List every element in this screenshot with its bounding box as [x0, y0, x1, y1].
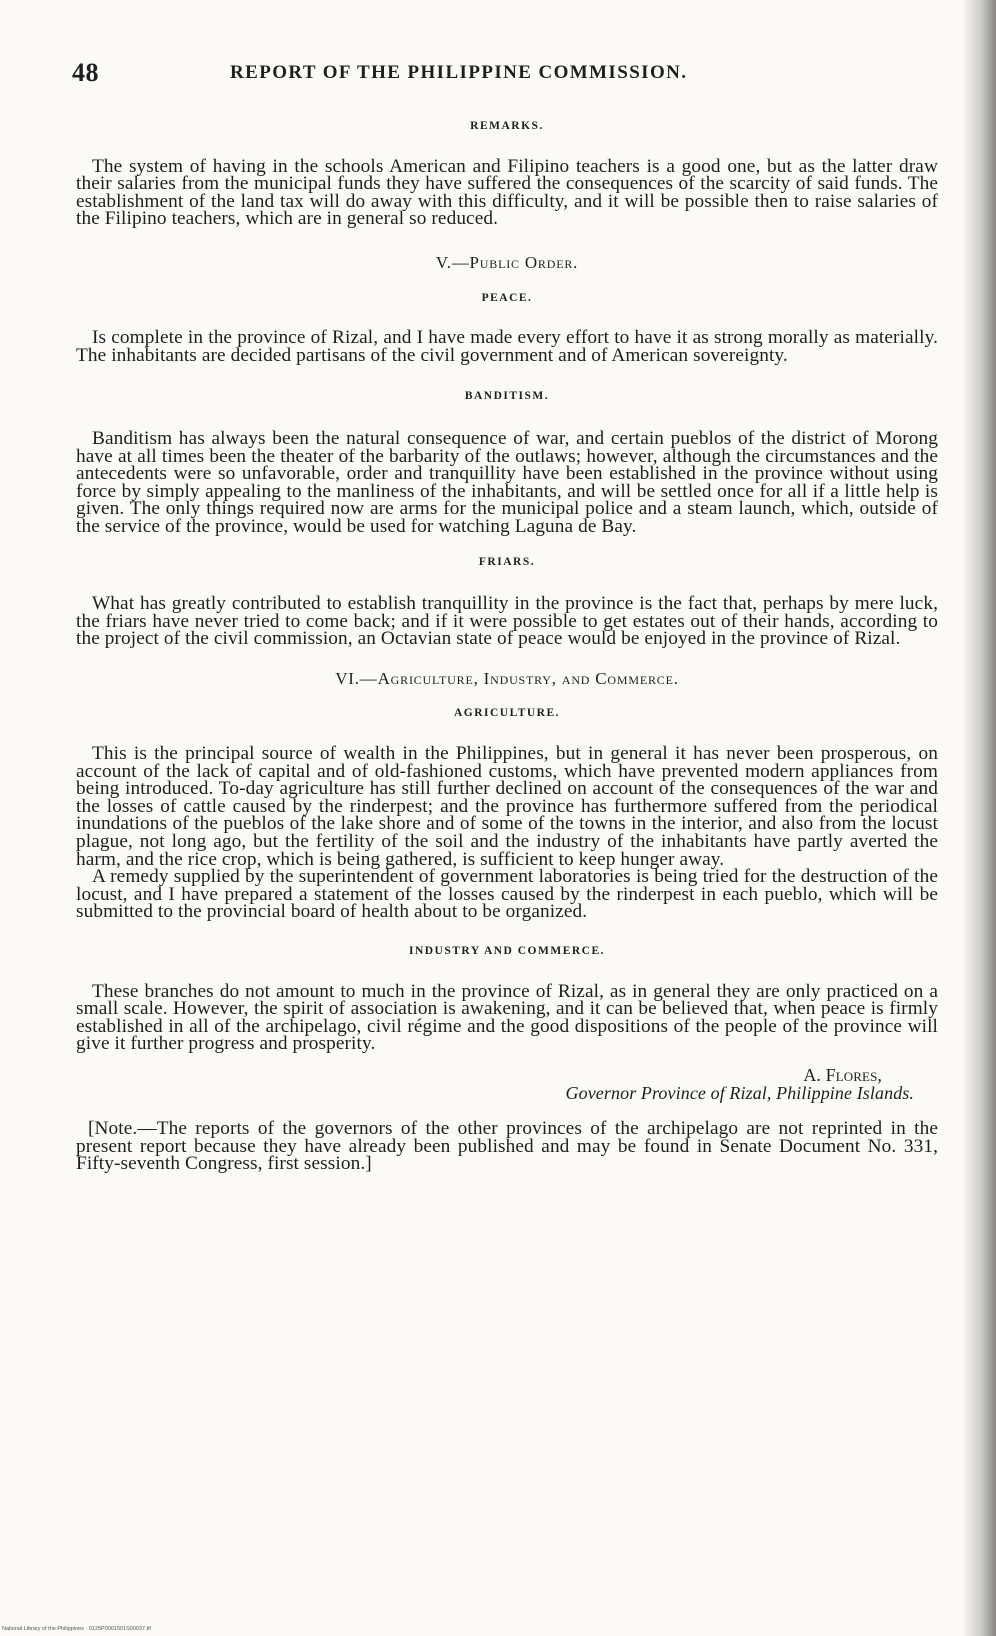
banditism-paragraph: Banditism has always been the natural consequence of war, and certain pueblos of the district of Morong have at all times been the theater of the barbarity of the outlaws; however, although the circumstances and the antecedents were so unfavorable, order and tranquillity have been established in the province without using force by simply appealing to the manliness of the inhabitants, and will be settled once for all if a little help is given. The only things required now are arms for the municipal police and a steam launch, which, outside of the service of the province, would be used for watching Laguna de Bay.: [76, 427, 938, 537]
remarks-paragraph: The system of having in the schools American and Filipino teachers is a good one, but as the latter draw their salaries from the municipal funds they have suffered the consequences of the scarcity of said funds. The establishment of the land tax will do away with this difficulty, and it will be possible then to raise salaries of the Filipino teachers, which are in general so reduced.: [76, 155, 938, 230]
running-head: REPORT OF THE PHILIPPINE COMMISSION.: [230, 62, 688, 83]
signature-name: A. Flores,: [803, 1064, 882, 1085]
friars-paragraph: What has greatly contributed to establish tranquillity in the province is the fact that, perhaps by mere luck, the friars have never tried to come back; and if it were possible to get estates out of their hands, according to the project of the civil commission, an Octavian state of peace would be enjoyed in the province of Rizal.: [76, 593, 938, 650]
page-body: [76, 118, 938, 1173]
page-number: 48: [72, 58, 99, 87]
agriculture-paragraph-2: A remedy supplied by the superintendent of government laboratories is being tried for the destruction of the locust, and I have prepared a statement of the losses caused by the rinderpest in each pueblo, which will be submitted to the provincial board of health about to be organized.: [76, 866, 938, 923]
scan-footer: National Library of the Philippines · 0125P0001501S00037.tif: [2, 1626, 151, 1632]
signature-title: Governor Province of Rizal, Philippine Islands.: [565, 1082, 914, 1103]
peace-heading: PEACE.: [481, 291, 533, 304]
remarks-heading: REMARKS.: [470, 120, 544, 132]
agriculture-heading: AGRICULTURE.: [453, 707, 561, 720]
peace-paragraph: Is complete in the province of Rizal, and I have made every effort to have it as strong morally as materially. The inhabitants are decided partisans of the civil government and of American sovereignty.: [76, 327, 938, 366]
page-edge-shadow: [962, 0, 996, 1636]
agriculture-paragraph-1: This is the principal source of wealth in the Philippines, but in general it has never been prosperous, on account of the lack of capital and of old-fashioned customs, which have prevented modern appliances from being introduced. To-day agriculture has still further declined on account of the consequences of the war and the losses of cattle caused by the rinderpest; and the province has furthermore suffered from the periodical inundations of the pueblos of the lake shore and of some of the towns in the interior, and also from the locust plague, not long ago, but the fertility of the soil and the industry of the inhabitants have partly averted the harm, and the rice crop, which is being gathered, is sufficient to keep hunger away.: [76, 743, 938, 870]
industry-commerce-heading: INDUSTRY AND COMMERCE.: [408, 945, 606, 957]
industry-commerce-paragraph: These branches do not amount to much in the province of Rizal, as in general they are only practiced on a small scale. However, the spirit of association is awakening, and it can be believed that, when peace is firmly established in all of the archipelago, civil régime and the good dispositions of the people of the province will give it further progress and prosperity.: [76, 980, 938, 1055]
closing-note: [Note.—The reports of the governors of the other provinces of the archipelago are not reprinted in the present report because they have already been published and may be found in Senate Document No. 331, Fifty-seventh Congress, first session.]: [76, 1118, 938, 1175]
page-header: [72, 58, 912, 92]
agriculture-industry-commerce-heading: VI.—Agriculture, Industry, and Commerce.: [335, 668, 679, 688]
public-order-heading: V.—Public Order.: [435, 252, 579, 272]
banditism-heading: BANDITISM.: [464, 390, 550, 403]
friars-heading: FRIARS.: [478, 555, 536, 568]
